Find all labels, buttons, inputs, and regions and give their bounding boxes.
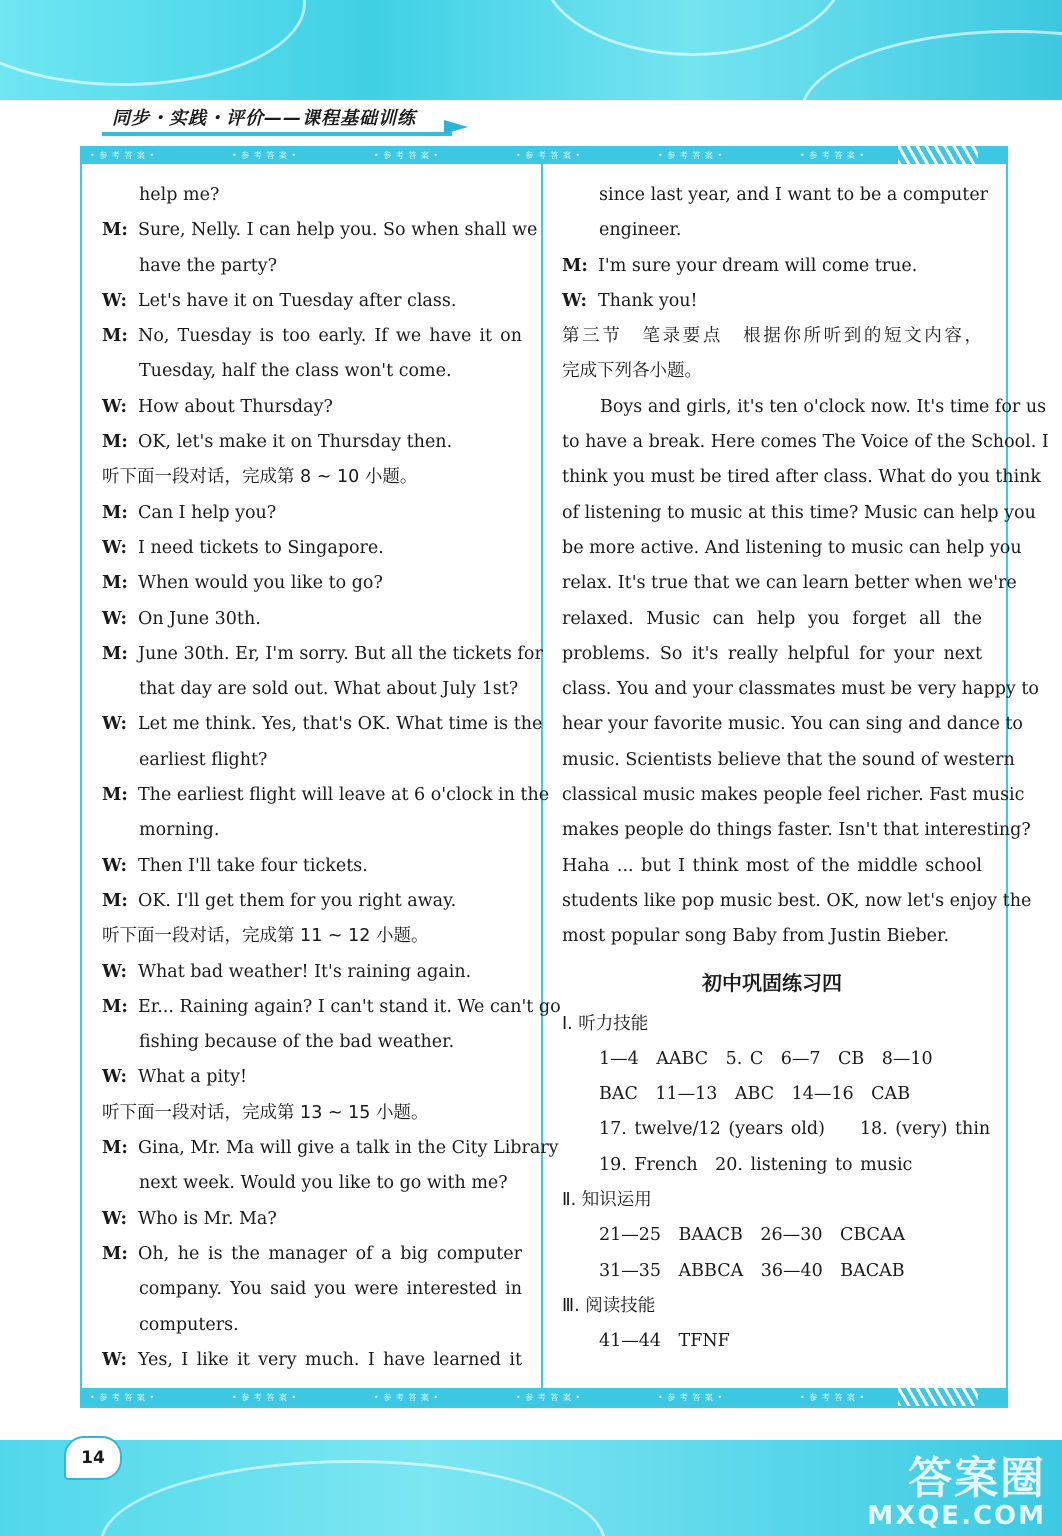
speaker-label: W: — [102, 1349, 127, 1370]
dialogue-continuation — [562, 178, 989, 390]
dialogue-line — [102, 531, 522, 566]
passage-line: most popular song Baby from Justin Bieber. — [562, 926, 950, 947]
speaker-label: M: — [102, 502, 128, 523]
answer-line: 17. twelve/12 (years old) 18. (very) thin — [599, 1119, 991, 1140]
line-text: computers. — [139, 1314, 239, 1335]
answer-line: 31—35 ABBCA 36—40 BACAB — [599, 1260, 905, 1281]
section-instruction — [102, 1096, 522, 1131]
strip-label: • 参 考 答 案 • — [374, 151, 440, 160]
line-text: Then I'll take four tickets. — [138, 855, 368, 876]
header-arrow-icon — [444, 120, 468, 134]
line-text: that day are sold out. What about July 1st? — [139, 679, 519, 700]
speaker-label: M: — [102, 573, 128, 594]
passage-line: students like pop music best. OK, now let's enjoy the — [562, 890, 1032, 911]
strip-label: • 参 考 答 案 • — [800, 1393, 866, 1402]
line-text: Tuesday, half the class won't come. — [139, 361, 452, 382]
line-text: OK. I'll get them for you right away. — [138, 890, 457, 911]
speaker-label: W: — [102, 1208, 127, 1229]
dialogue-line — [102, 354, 522, 389]
dialogue-line — [102, 1343, 522, 1378]
dialogue-line — [562, 178, 989, 213]
line-text: Thank you! — [598, 290, 698, 311]
dialogue-line — [102, 1272, 522, 1307]
dialogue-line — [102, 1166, 522, 1201]
dialogue-line — [102, 1308, 522, 1343]
line-text: Who is Mr. Ma? — [138, 1208, 277, 1229]
header-underline — [102, 132, 452, 136]
passage-line: problems. So it's really helpful for your next — [562, 643, 982, 664]
dialogue-line — [102, 425, 522, 460]
passage-line: Boys and girls, it's ten o'clock now. It's time for us — [600, 396, 1047, 417]
answer-section-heading: Ⅲ. 阅读技能 — [562, 1295, 656, 1316]
speaker-label: M: — [102, 785, 128, 806]
frame-top-strip — [80, 146, 1008, 164]
speaker-label: W: — [102, 537, 127, 558]
dialogue-line — [102, 884, 522, 919]
line-text: Let me think. Yes, that's OK. What time is the — [138, 714, 543, 735]
line-text: company. You said you were interested in — [139, 1279, 522, 1300]
answer-section-heading: Ⅱ. 知识运用 — [562, 1190, 652, 1211]
answer-line: 19. French 20. listening to music — [599, 1154, 913, 1175]
line-text: Let's have it on Tuesday after class. — [138, 290, 457, 311]
section-instruction — [562, 354, 982, 389]
speaker-label: W: — [102, 855, 127, 876]
line-text: How about Thursday? — [138, 396, 333, 417]
speaker-label: W: — [102, 290, 127, 311]
line-text: On June 30th. — [138, 608, 261, 629]
dialogue-line — [102, 602, 522, 637]
passage-line: makes people do things faster. Isn't that interesting? — [562, 820, 1031, 841]
strip-hatch — [898, 146, 978, 164]
dialogue-line — [562, 249, 982, 284]
left-column — [102, 178, 561, 1378]
passage-line: hear your favorite music. You can sing and dance to — [562, 714, 1023, 735]
column-divider — [541, 164, 543, 1388]
dialogue-line — [102, 213, 538, 248]
line-text: help me? — [139, 185, 220, 205]
strip-label: • 参 考 答 案 • — [374, 1393, 440, 1402]
line-text: since last year, and I want to be a computer — [599, 185, 989, 205]
answer-line: 21—25 BAACB 26—30 CBCAA — [599, 1225, 906, 1246]
dialogue-line — [102, 178, 522, 213]
dialogue-line — [562, 213, 982, 248]
dialogue-line — [102, 955, 522, 990]
passage-line: music. Scientists believe that the sound of western — [562, 749, 1015, 770]
answer-line: BAC 11—13 ABC 14—16 CAB — [599, 1084, 911, 1105]
dialogue-line — [102, 813, 522, 848]
passage-line: relax. It's true that we can learn better when we're — [562, 573, 1017, 594]
line-text: I need tickets to Singapore. — [138, 537, 384, 558]
passage-line: of listening to music at this time? Music can help you — [562, 502, 1036, 523]
strip-label: • 参 考 答 案 • — [658, 1393, 724, 1402]
dialogue-line — [102, 566, 522, 601]
strip-label: • 参 考 答 案 • — [90, 1393, 156, 1402]
speaker-label: M: — [562, 255, 588, 276]
line-text: 听下面一段对话，完成第 11 ~ 12 小题。 — [102, 926, 429, 947]
dialogue-line — [102, 249, 522, 284]
answer-section-heading: Ⅰ. 听力技能 — [562, 1013, 649, 1034]
watermark — [867, 1453, 1046, 1531]
dialogue-line — [102, 496, 522, 531]
passage-line: class. You and your classmates must be very happy to — [562, 679, 1039, 700]
dialogue-line — [102, 284, 522, 319]
dialogue-line — [102, 637, 543, 672]
strip-hatch — [898, 1388, 978, 1406]
speaker-label: W: — [102, 608, 127, 629]
line-text: Er... Raining again? I can't stand it. We can't go — [138, 996, 561, 1017]
passage-line: think you must be tired after class. What do you think — [562, 467, 1042, 488]
speaker-label: W: — [562, 290, 587, 311]
strip-label: • 参 考 答 案 • — [516, 151, 582, 160]
practice-title: 初中巩固练习四 — [702, 970, 842, 995]
passage-line: relaxed. Music can help you forget all the — [562, 608, 982, 629]
listening-passage — [562, 390, 1049, 955]
speaker-label: M: — [102, 326, 128, 347]
line-text: June 30th. Er, I'm sorry. But all the tickets for — [138, 643, 543, 664]
answer-line: 41—44 TFNF — [599, 1331, 730, 1352]
banner-swoosh — [0, 0, 306, 86]
line-text: earliest flight? — [139, 749, 268, 770]
passage-line: to have a break. Here comes The Voice of the School. I — [562, 432, 1049, 453]
line-text: fishing because of the bad weather. — [139, 1032, 455, 1053]
line-text: When would you like to go? — [138, 573, 383, 594]
watermark-url: MXQE.COM — [867, 1501, 1046, 1531]
dialogue-line — [102, 319, 522, 354]
dialogue-line — [102, 743, 522, 778]
line-text: What a pity! — [138, 1067, 248, 1088]
line-text: next week. Would you like to go with me? — [139, 1173, 508, 1194]
passage-line: be more active. And listening to music can help you — [562, 537, 1022, 558]
answer-line: 1—4 AABC 5. C 6—7 CB 8—10 — [599, 1048, 933, 1069]
passage-line: Haha ... but I think most of the middle school — [562, 855, 982, 876]
banner-swoosh — [100, 1460, 606, 1536]
line-text: What bad weather! It's raining again. — [138, 961, 472, 982]
line-text: I'm sure your dream will come true. — [598, 255, 918, 276]
speaker-label: M: — [102, 890, 128, 911]
page-number: 14 — [64, 1436, 122, 1480]
section-instruction — [102, 460, 522, 495]
dialogue-line — [102, 1202, 522, 1237]
dialogue-line — [562, 284, 982, 319]
line-text: No, Tuesday is too early. If we have it on — [138, 326, 522, 347]
header-title: 同步・实践・评价——课程基础训练 — [112, 108, 416, 129]
line-text: morning. — [139, 820, 220, 841]
line-text: The earliest flight will leave at 6 o'clock in the — [138, 785, 550, 806]
banner-swoosh — [800, 30, 1062, 100]
strip-label: • 参 考 答 案 • — [516, 1393, 582, 1402]
strip-label: • 参 考 答 案 • — [658, 151, 724, 160]
dialogue-line — [102, 1025, 522, 1060]
dialogue-line — [102, 707, 543, 742]
line-text: 第三节 笔录要点 根据你所听到的短文内容， — [562, 326, 982, 347]
speaker-label: M: — [102, 432, 128, 453]
dialogue-line — [102, 672, 522, 707]
answer-key — [562, 1007, 991, 1360]
frame-bottom-strip — [80, 1388, 1008, 1406]
speaker-label: W: — [102, 714, 127, 735]
line-text: 听下面一段对话，完成第 8 ~ 10 小题。 — [102, 467, 418, 488]
section-instruction — [102, 919, 522, 954]
top-banner — [0, 0, 1062, 100]
speaker-label: W: — [102, 1067, 127, 1088]
dialogue-line — [102, 1060, 522, 1095]
dialogue-line — [102, 990, 561, 1025]
line-text: Sure, Nelly. I can help you. So when shall we — [138, 220, 538, 241]
strip-label: • 参 考 答 案 • — [232, 1393, 298, 1402]
speaker-label: M: — [102, 996, 128, 1017]
dialogue-line — [102, 849, 522, 884]
line-text: OK, let's make it on Thursday then. — [138, 432, 453, 453]
line-text: 听下面一段对话，完成第 13 ~ 15 小题。 — [102, 1102, 429, 1123]
strip-label: • 参 考 答 案 • — [800, 151, 866, 160]
line-text: 完成下列各小题。 — [562, 361, 702, 382]
dialogue-line — [102, 778, 550, 813]
line-text: Oh, he is the manager of a big computer — [138, 1243, 522, 1264]
line-text: Yes, I like it very much. I have learned it — [138, 1349, 522, 1370]
line-text: Can I help you? — [138, 502, 277, 523]
strip-label: • 参 考 答 案 • — [232, 151, 298, 160]
section-instruction — [562, 319, 982, 354]
banner-swoosh — [540, 0, 846, 56]
strip-label: • 参 考 答 案 • — [90, 151, 156, 160]
watermark-logo: 答案圈 — [908, 1453, 1046, 1504]
speaker-label: M: — [102, 1243, 128, 1264]
line-text: engineer. — [599, 220, 682, 241]
dialogue-line — [102, 390, 522, 425]
speaker-label: W: — [102, 396, 127, 417]
speaker-label: M: — [102, 1138, 128, 1159]
dialogue-line — [102, 1131, 559, 1166]
speaker-label: M: — [102, 643, 128, 664]
dialogue-line — [102, 1237, 522, 1272]
line-text: have the party? — [139, 255, 278, 276]
passage-line: classical music makes people feel richer. Fast music — [562, 785, 1025, 806]
running-header — [112, 104, 442, 130]
right-column — [562, 178, 1049, 1360]
speaker-label: W: — [102, 961, 127, 982]
speaker-label: M: — [102, 220, 128, 241]
line-text: Gina, Mr. Ma will give a talk in the City Library — [138, 1138, 559, 1159]
